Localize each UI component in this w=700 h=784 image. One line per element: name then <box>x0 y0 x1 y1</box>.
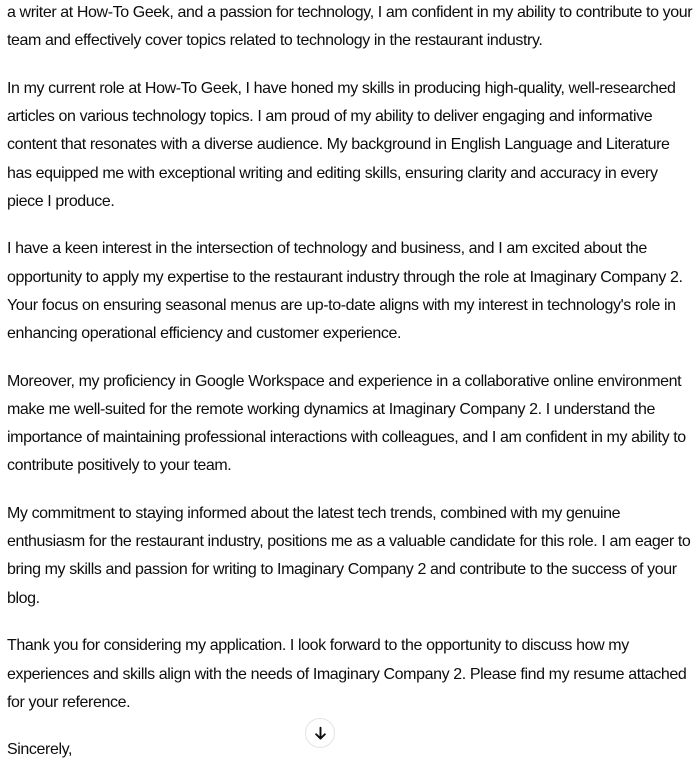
cover-letter-paragraph: I have a keen interest in the intersection of technology and business, and I am excited about the opportunity to apply my expertise to the restaurant industry through the role at Imaginary Company 2. Your focus on ensuring seasonal menus are up-to-date aligns with my interest in technology's role in enhancing operational efficiency and customer experience. <box>7 240 683 343</box>
cover-letter-paragraph: a writer at How-To Geek, and a passion for technology, I am confident in my ability to contribute to your team and effectively cover topics related to technology in the restaurant industry. <box>7 4 693 50</box>
arrow-down-icon <box>312 725 329 742</box>
cover-letter-paragraph: My commitment to staying informed about the latest tech trends, combined with my genuine enthusiasm for the restaurant industry, positions me as a valuable candidate for this role. I am eager to bring my skills and passion for writing to Imaginary Company 2 and contribute to the success of your blog. <box>7 505 691 607</box>
cover-letter-paragraph: Moreover, my proficiency in Google Workspace and experience in a collaborative online environment make me well-suited for the remote working dynamics at Imaginary Company 2. I understand the importance of maintaining professional interactions with colleagues, and I am confident in my ability to contribute positively to your team. <box>7 372 686 475</box>
cover-letter-paragraph: Thank you for considering my application. I look forward to the opportunity to discuss how my experiences and skills align with the needs of Imaginary Company 2. Please find my resume attached for your reference. <box>7 637 687 711</box>
cover-letter-signoff: Sincerely, <box>7 741 73 759</box>
cover-letter-paragraph: In my current role at How-To Geek, I have honed my skills in producing high-quality, well-researched articles on various technology topics. I am proud of my ability to deliver engaging and informative content that resonates with a diverse audience. My background in English Language and Literature has equipped me with exceptional writing and editing skills, ensuring clarity and accuracy in every piece I produce. <box>7 79 676 210</box>
scroll-to-bottom-button[interactable] <box>305 718 335 748</box>
